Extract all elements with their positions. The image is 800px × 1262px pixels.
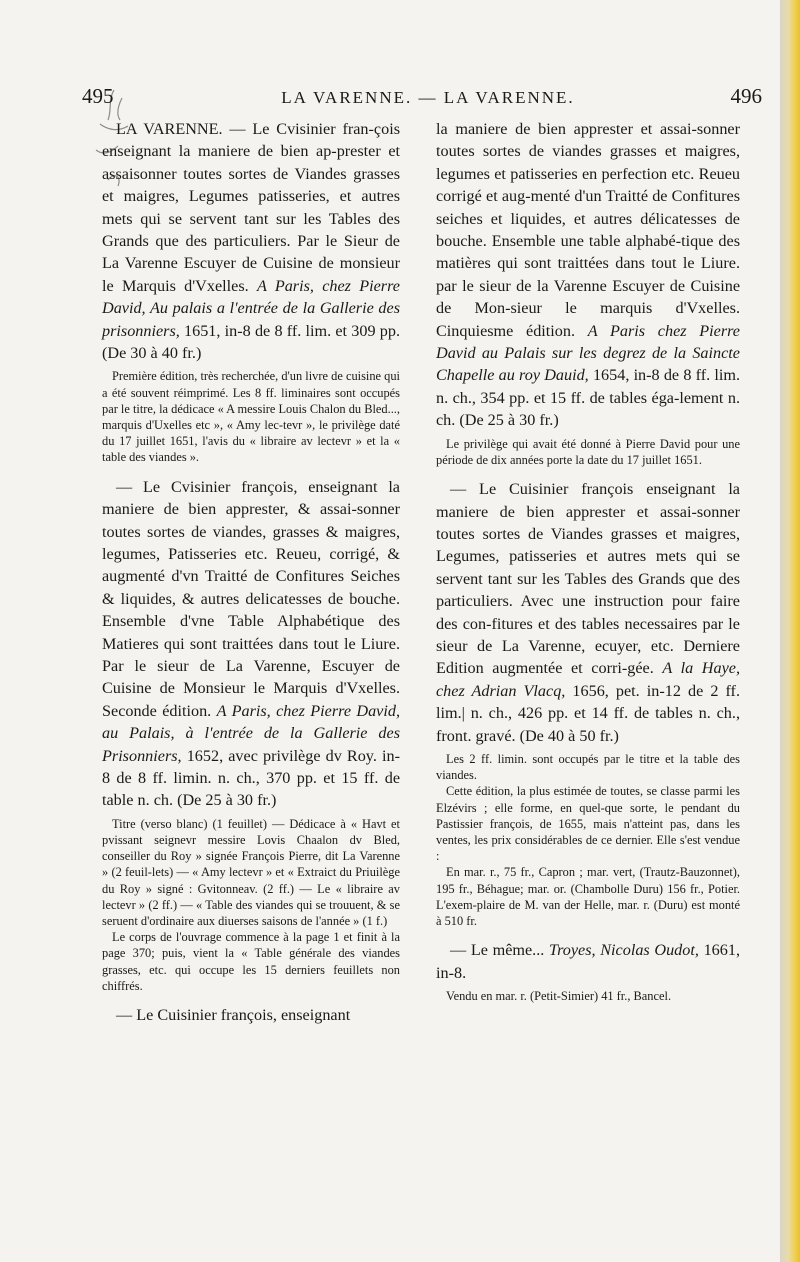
entry-text: — Le Cuisinier françois enseignant la maniere de bien apprester et assai-sonner toutes sortes de Viandes grasses et maigres, Legumes, patisseries et autres mets qui se servent tant sur les Tables des Grands que des particuliers. Avec une instruction pour faire des con-fitures et des tables necessaires par le sieur de La Varenne, ecuyer, etc. Derniere Edition augmentée et corri-gée.: [436, 480, 740, 678]
entry-note: Le corps de l'ouvrage commence à la page 1 et finit à la page 370; puis, vient la « Table générale des viandes grasses, etc. qui occupe les 15 derniers feuillets non chiffrés.: [102, 930, 400, 993]
entry-note: Titre (verso blanc) (1 feuillet) — Dédicace à « Havt et pvissant seignevr messire Lovis Chaalon dv Bled, conseiller du Roy » signée François Pierre, dit La Varenne » (2 feuil-lets) — « Amy lectevr » et « Extraict du Priuilège du Roy » signé : Gvitonneav. (2 ff.) — Le « libraire av lectevr » (2 ff.) — « Table des viandes qui se trouuent, & se seruent d'ordinaire aux diuerses saisons de l'année » (1 f.): [102, 816, 400, 928]
entry-note: Cette édition, la plus estimée de toutes, se classe parmi les Elzévirs ; elle forme, en quel-que sorte, le pendant du Pastissier françois, de 1655, mais n'atteint pas, dans les ventes, les prix considérables de ce dernier. Elle s'est vendue :: [436, 784, 740, 864]
entry-fifth-edition: [436, 118, 740, 432]
entry-imprint: A Paris chez Pierre David au Palais sur les degrez de la Saincte Chapelle au roy Dauid,: [436, 321, 740, 385]
entry-collation: 1652, avec privilège dv Roy. in-8 de 8 ff. limin. n. ch., 370 pp. et 15 ff. de table n. ch. (De 25 à 30 fr.): [102, 746, 400, 810]
entry-troyes-edition: [436, 939, 740, 984]
running-header: [82, 84, 762, 118]
entry-imprint: Troyes, Nicolas Oudot,: [548, 941, 699, 960]
spacer: [436, 468, 740, 478]
entry-text: — Le même...: [450, 941, 549, 960]
entry-imprint: A Paris, chez Pierre David, Au palais a l'entrée de la Gallerie des prisonniers,: [102, 276, 400, 340]
column-divider: [416, 120, 417, 1100]
right-column: [436, 118, 740, 1004]
entry-collation: 1654, in-8 de 8 ff. lim. n. ch., 354 pp. et 15 ff. de tables éga-lement n. ch. (De 25 à 30 fr.): [436, 366, 740, 430]
entry-continued-start: — Le Cuisinier françois, enseignant: [116, 1006, 351, 1025]
page-edge: [780, 0, 800, 1262]
entry-imprint: A la Haye, chez Adrian Vlacq,: [436, 659, 740, 700]
entry-text: — Le Cvisinier françois, enseignant la maniere de bien apprester, & assai-sonner toutes sortes de viandes, grasses & maigres, legumes, Patisseries etc. Reueu, corrigé, & augmenté d'vn Traitté de Confitures Seiches & liquides, & autres delicatesses de bouche. Ensemble d'vne Table Alphabétique des Matieres qui sont traittées dans tout le Liure. Par le sieur de La Varenne, Escuyer de Cuisine de Monsieur le Marquis d'Vxelles. Seconde édition.: [102, 477, 400, 720]
entry-imprint: A Paris, chez Pierre David, au Palais, à l'entrée de la Gallerie des Prisonniers,: [102, 701, 401, 765]
entry-la-haye-edition: [436, 478, 740, 747]
left-column: [102, 118, 400, 1026]
running-title: LA VARENNE. — LA VARENNE.: [281, 88, 575, 107]
page-number-left: 495: [82, 84, 114, 108]
entry-collation: 1661, in-8.: [436, 941, 740, 982]
entry-note: En mar. r., 75 fr., Capron ; mar. vert, (Trautz-Bauzonnet), 195 fr., Béhague; mar. or. (Chambolle Duru) 156 fr., Potier. L'exem-plaire de M. van der Helle, mar. r. (Duru) est monté à 510 fr.: [436, 865, 740, 928]
spacer: [102, 466, 400, 476]
entry-note: Première édition, très recherchée, d'un livre de cuisine qui a été souvent réimprimé. Les 8 ff. liminaires sont occupés par le titre, la dédicace « A messire Louis Chalon du Bled..., marquis d'Uxelles etc », « Amy lec-tevr », le privilège daté du 17 juillet 1651, l'avis du « libraire av lectevr » et la « table des viandes ».: [102, 369, 400, 465]
entry-text: LA VARENNE. — Le Cvisinier fran-çois enseignant la maniere de bien ap-prester et assaisonner toutes sortes de Viandes grasses et maigres, Legumes patisseries, et autres mets qui se servent tant sur les Tables des Grands que des particuliers. Par le Sieur de La Varenne Escuyer de Cuisine de monsieur le Marquis d'Vxelles.: [102, 120, 400, 295]
entry-text: la maniere de bien apprester et assai-sonner toutes sortes de viandes grasses et maigres, legumes et patisseries en perfection etc. Reueu corrigé et aug-menté d'un Traitté de Confitures seiches et liquides, et autres délicatesses de bouche. Ensemble une table alphabé-tique des matières qui sont traittées dans tout le Liure. par le sieur de la Varenne Escuyer de Cuisine de Mon-sieur le marquis d'Vxelles. Cinquiesme édition.: [436, 120, 740, 340]
page-number-right: 496: [730, 84, 762, 108]
spacer: [436, 929, 740, 939]
entry-collation: 1656, pet. in-12 de 2 ff. lim.| n. ch., 426 pp. et 14 ff. de tables n. ch., front. gravé. (De 40 à 50 fr.): [436, 681, 740, 745]
entry-note: Le privilège qui avait été donné à Pierre David pour une période de dix années porte la date du 17 juillet 1651.: [436, 436, 740, 467]
entry-second-edition: [102, 476, 400, 812]
entry-1851-first-edition: [102, 118, 400, 364]
entry-collation: 1651, in-8 de 8 ff. lim. et 309 pp. (De 30 à 40 fr.): [102, 321, 400, 363]
entry-note: Vendu en mar. r. (Petit-Simier) 41 fr., Bancel.: [446, 989, 672, 1004]
spacer: [102, 994, 400, 1004]
entry-note: Les 2 ff. limin. sont occupés par le titre et la table des viandes.: [436, 751, 740, 783]
